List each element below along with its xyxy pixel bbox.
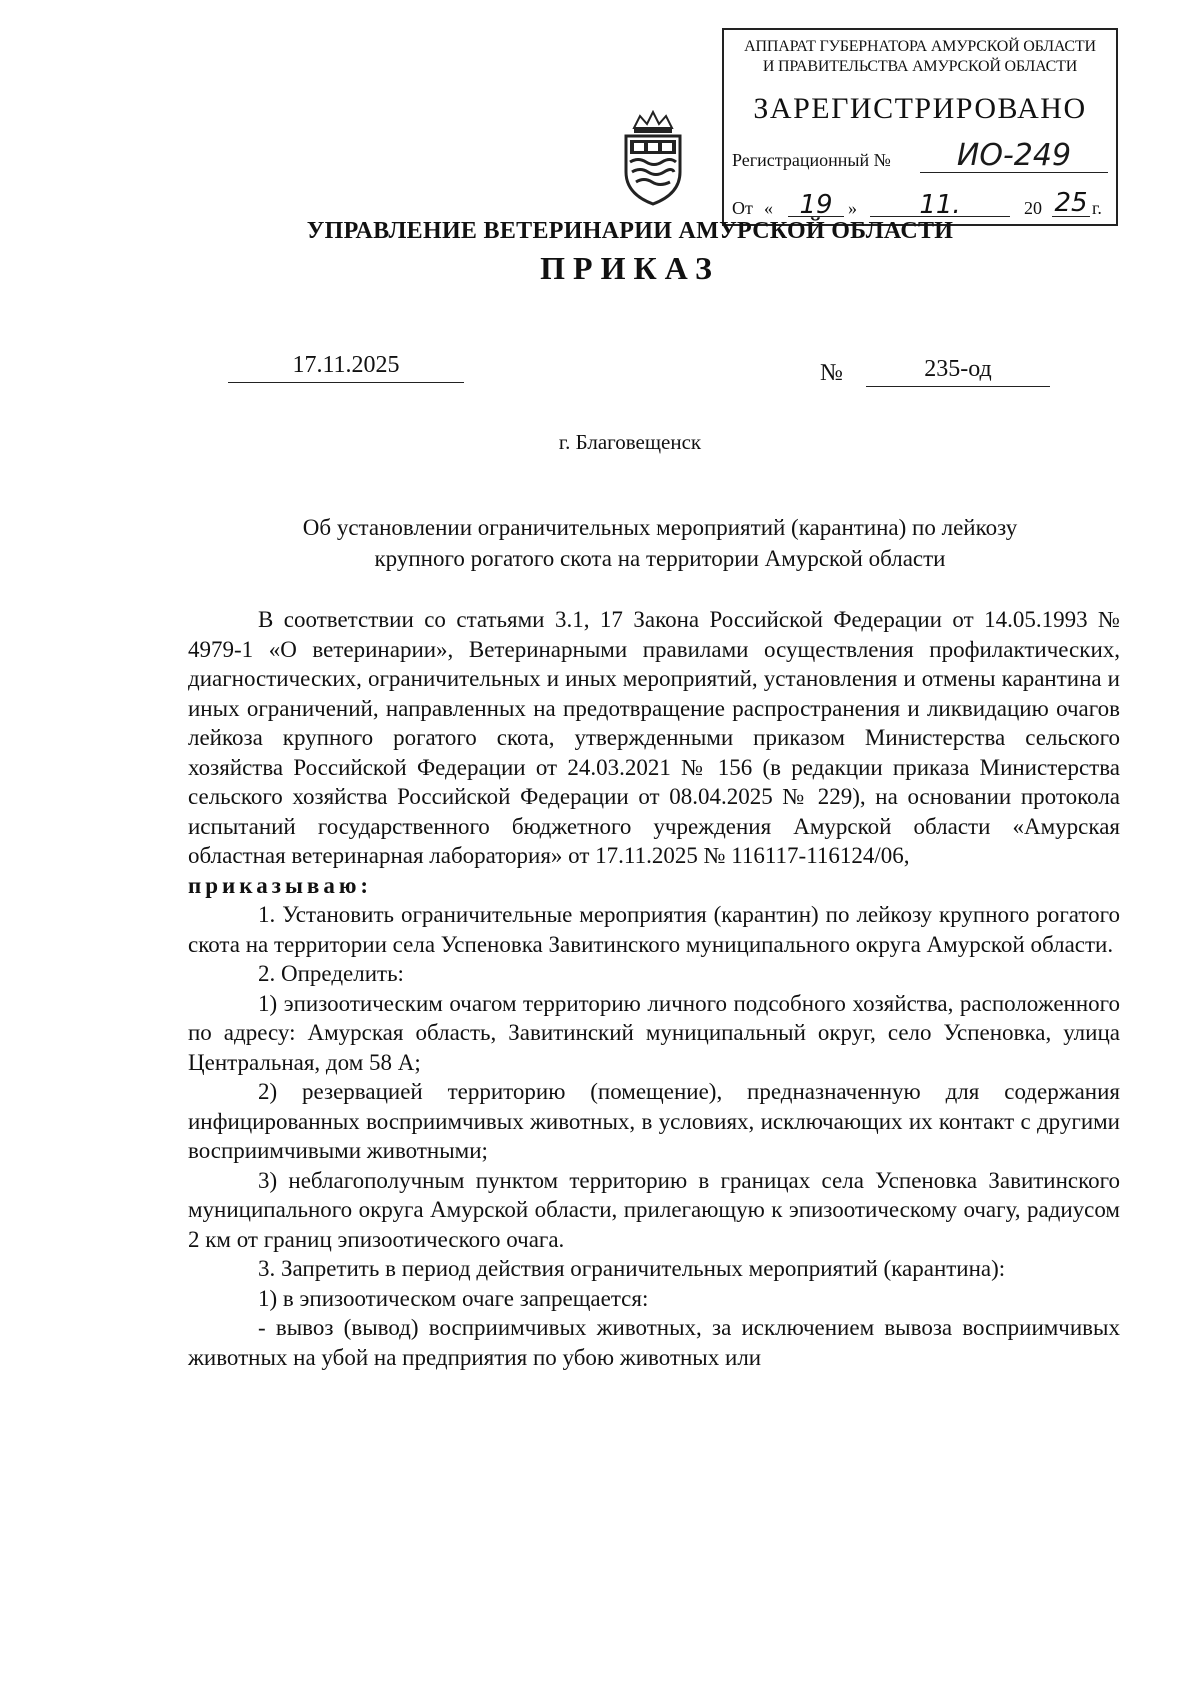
stamp-title: ЗАРЕГИСТРИРОВАНО: [753, 92, 1087, 125]
stamp-authority-line-1: АППАРАТ ГУБЕРНАТОРА АМУРСКОЙ ОБЛАСТИ: [744, 38, 1096, 55]
clause-2: 2. Определить:: [258, 961, 404, 986]
clause-3: 3. Запретить в период действия ограничительных мероприятий (карантина):: [258, 1256, 1006, 1281]
subject-line-1: Об установлении ограничительных мероприятий (карантина) по лейкозу: [302, 515, 1018, 540]
clause-2-3: 3) неблагополучным пунктом территорию в границах села Успеновка Завитинского муниципального округа Амурской области, прилегающую к эпизоотическому очагу, радиусом 2 км от границ эпизоотического очага.: [188, 1167, 1120, 1252]
amur-oblast-coat-of-arms-icon: [620, 110, 686, 206]
stamp-year-century: 20: [1024, 198, 1042, 218]
order-body: [188, 605, 1120, 1372]
organization-name: УПРАВЛЕНИЕ ВЕТЕРИНАРИИ АМУРСКОЙ ОБЛАСТИ: [306, 218, 954, 244]
order-subject: [200, 512, 1120, 574]
registration-stamp: [722, 28, 1118, 226]
stamp-year-suffix: г.: [1092, 198, 1102, 218]
stamp-authority-line-2: И ПРАВИТЕЛЬСТВА АМУРСКОЙ ОБЛАСТИ: [762, 58, 1078, 75]
stamp-close-quote: »: [848, 198, 857, 218]
stamp-from-label: От: [732, 198, 753, 218]
order-number: 235-од: [866, 356, 1050, 387]
clause-3-1-a: - вывоз (вывод) восприимчивых животных, за исключением вывоза восприимчивых животных на убой на предприятия по убою животных или: [188, 1315, 1120, 1370]
clause-3-1: 1) в эпизоотическом очаге запрещается:: [258, 1285, 649, 1311]
stamp-day: 19: [788, 190, 844, 217]
clause-2-1: 1) эпизоотическим очагом территорию личного подсобного хозяйства, расположенного по адресу: Амурская область, Завитинский муниципальный округ, село Успеновка, улица Центральная, дом 58 А;: [188, 990, 1120, 1075]
preamble-paragraph: В соответствии со статьями 3.1, 17 Закона Российской Федерации от 14.05.1993 № 4979-1 «О ветеринарии», Ветеринарными правилами осуществления профилактических, диагностических, ограничительных и иных мероприятий, установления и отмены карантина и иных ограничений, направленных на предотвращение распространения и ликвидацию очагов лейкоза крупного рогатого скота, утвержденными приказом Министерства сельского хозяйства Российской Федерации от 24.03.2021 № 156 (в редакции приказа Министерства сельского хозяйства Российской Федерации от 08.04.2025 № 229), на основании протокола испытаний государственного бюджетного учреждения Амурской области «Амурская областная ветеринарная лаборатория» от 17.11.2025 № 116117-116124/06,: [188, 607, 1120, 868]
stamp-month: 11.: [870, 190, 1010, 217]
stamp-reg-label: Регистрационный №: [732, 150, 891, 170]
clause-1: 1. Установить ограничительные мероприятия (карантин) по лейкозу крупного рогатого скота на территории села Успеновка Завитинского муниципального округа Амурской области.: [188, 902, 1120, 957]
stamp-open-quote: «: [764, 198, 773, 218]
clause-2-2: 2) резервацией территорию (помещение), предназначенную для содержания инфицированных восприимчивых животных, в условиях, исключающих их контакт с другими восприимчивыми животными;: [188, 1079, 1120, 1163]
orders-word: приказываю:: [188, 872, 373, 898]
order-date: 17.11.2025: [228, 352, 464, 383]
stamp-year-short: 25: [1052, 188, 1090, 217]
subject-line-2: крупного рогатого скота на территории Амурской области: [374, 546, 946, 571]
number-sign: №: [820, 360, 843, 386]
document-type: ПРИКАЗ: [540, 250, 720, 286]
stamp-reg-number: ИО-249: [920, 138, 1108, 173]
city: г. Благовещенск: [558, 430, 702, 454]
